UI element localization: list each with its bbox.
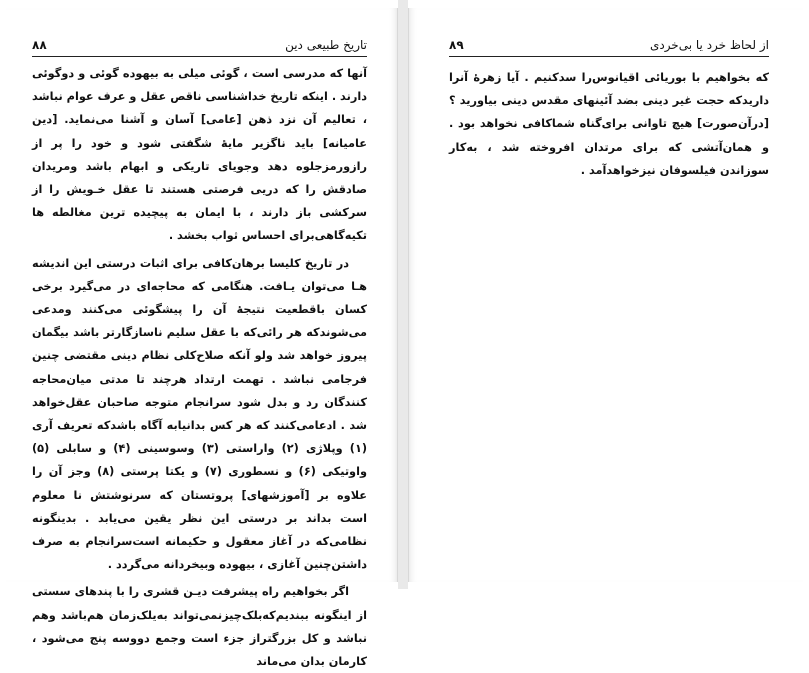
- left-page: [6, 8, 398, 669]
- right-page-number: ۸۹: [449, 38, 464, 52]
- left-page-number: ۸۸: [32, 38, 47, 52]
- right-running-title: از لحاظ خرد یا بی‌خردی: [649, 38, 769, 52]
- right-page-body: [449, 66, 769, 182]
- left-paragraph-3: اگر بخواهیم راه پیشرفت دیـن قشری را با پندهای سستی از اینگونه ببندیم‌که‌بلک‌چیز‌نمی‌تواند به‌یلک‌زمان هم‌باشد وهم نباشد و کل بزرگتراز جزء است وجمع دووسه پنج می‌شود ، کارمان بدان می‌ماند: [32, 585, 367, 669]
- left-running-title: تاريخ طبيعى دين: [285, 38, 367, 52]
- right-paragraph-1: که بخواهیم با بوریائی اقیانوس‌را سدکنیم . آیا زهرهٔ آنرا داریدکه حجت غیر دینی بضد آئینهای مقدس دینی بیاورید ؟ [درآن‌صورت] هیچ تاوانی برای‌گناه شماکافی نخواهد بود . و همان‌آتشی که برای مرتدان افروخته شد ، به‌کار سوزاندن فیلسوفان نیزخواهدآمد .: [449, 71, 769, 177]
- right-page: [408, 8, 803, 582]
- book-gutter: [398, 0, 408, 589]
- left-page-header: [32, 38, 367, 57]
- left-paragraph-2: در تاریخ کلیسا برهان‌کافی برای اثبات درستی این اندیشه هـا می‌توان یـافت. هنگامی که محاجه‌ای در می‌گیرد برخی کسان باقطعیت نتیجهٔ آن را پیشگوئی می‌کنند ومدعی می‌شوندکه هر رائی‌که با عقل سلیم ناسازگارتر باشد بیگمان پیروز خواهد شد ولو آنکه صلاح‌کلی نظام دینی مقتضی چنین فرجامی نباشد . تهمت ارتداد هرچند تا مدتی میان‌محاجه کنندگان رد و بدل شود سرانجام متوجه صاحبان عقل‌خواهد شد . ادعامی‌کنند که هر کس بدانیابه آگاه باشدکه تعریف آری (۱) وپلاژی (۲) واراستی (۳) وسوسینی (۴) و سابلی (۵) واوتیکی (۶) و نسطوری (۷) و یکتا پرستی (۸) وجز آن را علاوه بر [آموزشهای] پروتستان که سرنوشتش نا معلوم است بداند بر درستی این نظر یقین می‌یابد . بدینگونه نظامی‌که در آغاز معقول و حکیمانه است‌سرانجام به صرف داشتن‌چنین آغازی ، بیهوده وبیخردانه می‌گردد .: [32, 256, 368, 572]
- right-page-header: [449, 38, 769, 57]
- left-page-body: [32, 62, 367, 673]
- left-paragraph-1: آنها که مدرسی است ، گوئی میلی به بیهوده گوئی و دوگوئی دارند . اینکه تاریخ خداشناسی ناقص عقل و عرف عوام نباشد ، تعالیم آن نزد ذهن [عامی] آسان و آشنا می‌نماید. [دین عامیانه] باید ناگزیر مایهٔ شگفتی شود و خود را پر از رازورمزجلوه دهد وجویای تاریکی و ابهام باشد ومریدان صادقش را که دریی فرصتی هستند تا عقل خـویش را از سرکشی باز دارند ، با ایمان به پیچیده ترین مغالطه ها تکیه‌گاهی‌برای احساس ثواب بخشد .: [32, 67, 367, 243]
